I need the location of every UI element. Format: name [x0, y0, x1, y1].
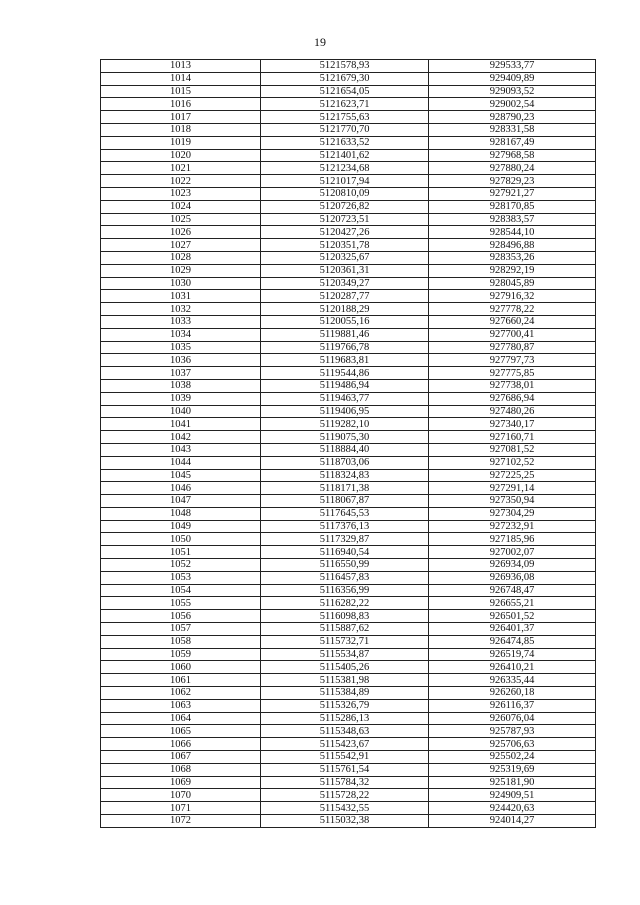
point-number-cell: 1062 — [101, 687, 261, 700]
point-number-cell: 1052 — [101, 559, 261, 572]
point-number-cell: 1033 — [101, 315, 261, 328]
x-coordinate-cell: 5119881,46 — [261, 328, 429, 341]
table-row — [101, 239, 596, 252]
table-row — [101, 571, 596, 584]
y-coordinate-cell: 927185,96 — [429, 533, 596, 546]
table-row — [101, 661, 596, 674]
y-coordinate-cell: 927916,32 — [429, 290, 596, 303]
y-coordinate-cell: 924014,27 — [429, 815, 596, 828]
y-coordinate-cell: 926474,85 — [429, 635, 596, 648]
x-coordinate-cell: 5119544,86 — [261, 367, 429, 380]
y-coordinate-cell: 927340,17 — [429, 418, 596, 431]
x-coordinate-cell: 5115784,32 — [261, 776, 429, 789]
point-number-cell: 1053 — [101, 571, 261, 584]
point-number-cell: 1034 — [101, 328, 261, 341]
x-coordinate-cell: 5115381,98 — [261, 674, 429, 687]
x-coordinate-cell: 5121654,05 — [261, 85, 429, 98]
table-row — [101, 392, 596, 405]
table-row — [101, 584, 596, 597]
y-coordinate-cell: 927160,71 — [429, 431, 596, 444]
x-coordinate-cell: 5115286,13 — [261, 712, 429, 725]
table-row — [101, 328, 596, 341]
point-number-cell: 1061 — [101, 674, 261, 687]
x-coordinate-cell: 5119683,81 — [261, 354, 429, 367]
point-number-cell: 1058 — [101, 635, 261, 648]
table-row — [101, 802, 596, 815]
y-coordinate-cell: 928544,10 — [429, 226, 596, 239]
table-row — [101, 533, 596, 546]
table-row — [101, 354, 596, 367]
table-row — [101, 687, 596, 700]
y-coordinate-cell: 928331,58 — [429, 123, 596, 136]
y-coordinate-cell: 929409,89 — [429, 72, 596, 85]
point-number-cell: 1041 — [101, 418, 261, 431]
point-number-cell: 1038 — [101, 379, 261, 392]
x-coordinate-cell: 5115728,22 — [261, 789, 429, 802]
point-number-cell: 1054 — [101, 584, 261, 597]
point-number-cell: 1015 — [101, 85, 261, 98]
point-number-cell: 1045 — [101, 469, 261, 482]
point-number-cell: 1069 — [101, 776, 261, 789]
table-row — [101, 85, 596, 98]
x-coordinate-cell: 5121017,94 — [261, 175, 429, 188]
table-row — [101, 315, 596, 328]
point-number-cell: 1016 — [101, 98, 261, 111]
table-row — [101, 738, 596, 751]
x-coordinate-cell: 5120325,67 — [261, 251, 429, 264]
x-coordinate-cell: 5116356,99 — [261, 584, 429, 597]
x-coordinate-cell: 5118324,83 — [261, 469, 429, 482]
x-coordinate-cell: 5115348,63 — [261, 725, 429, 738]
x-coordinate-cell: 5120723,51 — [261, 213, 429, 226]
point-number-cell: 1065 — [101, 725, 261, 738]
table-row — [101, 303, 596, 316]
page-number: 19 — [314, 35, 326, 49]
x-coordinate-cell: 5120427,26 — [261, 226, 429, 239]
x-coordinate-cell: 5115032,38 — [261, 815, 429, 828]
table-row — [101, 264, 596, 277]
x-coordinate-cell: 5119075,30 — [261, 431, 429, 444]
y-coordinate-cell: 926401,37 — [429, 623, 596, 636]
y-coordinate-cell: 926335,44 — [429, 674, 596, 687]
table-row — [101, 469, 596, 482]
x-coordinate-cell: 5121755,63 — [261, 111, 429, 124]
table-row — [101, 149, 596, 162]
table-row — [101, 251, 596, 264]
y-coordinate-cell: 929533,77 — [429, 60, 596, 73]
y-coordinate-cell: 926076,04 — [429, 712, 596, 725]
point-number-cell: 1035 — [101, 341, 261, 354]
table-row — [101, 187, 596, 200]
x-coordinate-cell: 5117376,13 — [261, 520, 429, 533]
x-coordinate-cell: 5120287,77 — [261, 290, 429, 303]
x-coordinate-cell: 5116282,22 — [261, 597, 429, 610]
point-number-cell: 1068 — [101, 763, 261, 776]
point-number-cell: 1060 — [101, 661, 261, 674]
x-coordinate-cell: 5120726,82 — [261, 200, 429, 213]
table-row — [101, 277, 596, 290]
x-coordinate-cell: 5115732,71 — [261, 635, 429, 648]
y-coordinate-cell: 925502,24 — [429, 751, 596, 764]
table-row — [101, 456, 596, 469]
table-row — [101, 725, 596, 738]
x-coordinate-cell: 5116940,54 — [261, 546, 429, 559]
y-coordinate-cell: 926748,47 — [429, 584, 596, 597]
table-row — [101, 111, 596, 124]
table-row — [101, 635, 596, 648]
point-number-cell: 1023 — [101, 187, 261, 200]
table-row — [101, 175, 596, 188]
x-coordinate-cell: 5118703,06 — [261, 456, 429, 469]
x-coordinate-cell: 5118884,40 — [261, 443, 429, 456]
point-number-cell: 1070 — [101, 789, 261, 802]
y-coordinate-cell: 924909,51 — [429, 789, 596, 802]
x-coordinate-cell: 5115326,79 — [261, 699, 429, 712]
point-number-cell: 1066 — [101, 738, 261, 751]
y-coordinate-cell: 928170,85 — [429, 200, 596, 213]
point-number-cell: 1043 — [101, 443, 261, 456]
table-row — [101, 559, 596, 572]
point-number-cell: 1024 — [101, 200, 261, 213]
x-coordinate-cell: 5115432,55 — [261, 802, 429, 815]
coordinates-table — [100, 59, 596, 828]
x-coordinate-cell: 5121679,30 — [261, 72, 429, 85]
y-coordinate-cell: 927225,25 — [429, 469, 596, 482]
y-coordinate-cell: 927081,52 — [429, 443, 596, 456]
y-coordinate-cell: 927304,29 — [429, 507, 596, 520]
table-row — [101, 200, 596, 213]
y-coordinate-cell: 928353,26 — [429, 251, 596, 264]
y-coordinate-cell: 926116,37 — [429, 699, 596, 712]
table-row — [101, 418, 596, 431]
table-row — [101, 763, 596, 776]
y-coordinate-cell: 927232,91 — [429, 520, 596, 533]
table-row — [101, 60, 596, 73]
table-row — [101, 546, 596, 559]
table-row — [101, 367, 596, 380]
point-number-cell: 1020 — [101, 149, 261, 162]
table-row — [101, 597, 596, 610]
x-coordinate-cell: 5115423,67 — [261, 738, 429, 751]
y-coordinate-cell: 926655,21 — [429, 597, 596, 610]
table-row — [101, 789, 596, 802]
x-coordinate-cell: 5117329,87 — [261, 533, 429, 546]
point-number-cell: 1055 — [101, 597, 261, 610]
table-row — [101, 213, 596, 226]
point-number-cell: 1037 — [101, 367, 261, 380]
x-coordinate-cell: 5121770,70 — [261, 123, 429, 136]
y-coordinate-cell: 926501,52 — [429, 610, 596, 623]
y-coordinate-cell: 925706,63 — [429, 738, 596, 751]
table-row — [101, 405, 596, 418]
point-number-cell: 1071 — [101, 802, 261, 815]
x-coordinate-cell: 5115384,89 — [261, 687, 429, 700]
table-row — [101, 776, 596, 789]
point-number-cell: 1021 — [101, 162, 261, 175]
point-number-cell: 1049 — [101, 520, 261, 533]
table-row — [101, 443, 596, 456]
y-coordinate-cell: 927775,85 — [429, 367, 596, 380]
point-number-cell: 1013 — [101, 60, 261, 73]
table-row — [101, 123, 596, 136]
point-number-cell: 1040 — [101, 405, 261, 418]
x-coordinate-cell: 5116550,99 — [261, 559, 429, 572]
y-coordinate-cell: 927480,26 — [429, 405, 596, 418]
coordinates-table-body — [101, 60, 596, 828]
point-number-cell: 1028 — [101, 251, 261, 264]
point-number-cell: 1067 — [101, 751, 261, 764]
y-coordinate-cell: 928167,49 — [429, 136, 596, 149]
y-coordinate-cell: 927291,14 — [429, 482, 596, 495]
point-number-cell: 1047 — [101, 495, 261, 508]
x-coordinate-cell: 5115534,87 — [261, 648, 429, 661]
point-number-cell: 1064 — [101, 712, 261, 725]
point-number-cell: 1048 — [101, 507, 261, 520]
x-coordinate-cell: 5115405,26 — [261, 661, 429, 674]
point-number-cell: 1050 — [101, 533, 261, 546]
point-number-cell: 1017 — [101, 111, 261, 124]
point-number-cell: 1056 — [101, 610, 261, 623]
y-coordinate-cell: 928790,23 — [429, 111, 596, 124]
y-coordinate-cell: 925787,93 — [429, 725, 596, 738]
x-coordinate-cell: 5115542,91 — [261, 751, 429, 764]
y-coordinate-cell: 929093,52 — [429, 85, 596, 98]
y-coordinate-cell: 925319,69 — [429, 763, 596, 776]
point-number-cell: 1027 — [101, 239, 261, 252]
x-coordinate-cell: 5115887,62 — [261, 623, 429, 636]
table-row — [101, 520, 596, 533]
x-coordinate-cell: 5115761,54 — [261, 763, 429, 776]
y-coordinate-cell: 927350,94 — [429, 495, 596, 508]
y-coordinate-cell: 927778,22 — [429, 303, 596, 316]
table-row — [101, 623, 596, 636]
table-row — [101, 507, 596, 520]
table-row — [101, 162, 596, 175]
x-coordinate-cell: 5117645,53 — [261, 507, 429, 520]
table-row — [101, 610, 596, 623]
x-coordinate-cell: 5121234,68 — [261, 162, 429, 175]
x-coordinate-cell: 5121623,71 — [261, 98, 429, 111]
point-number-cell: 1029 — [101, 264, 261, 277]
y-coordinate-cell: 927002,07 — [429, 546, 596, 559]
x-coordinate-cell: 5116457,83 — [261, 571, 429, 584]
table-row — [101, 674, 596, 687]
x-coordinate-cell: 5119463,77 — [261, 392, 429, 405]
x-coordinate-cell: 5120349,27 — [261, 277, 429, 290]
point-number-cell: 1031 — [101, 290, 261, 303]
x-coordinate-cell: 5121578,93 — [261, 60, 429, 73]
table-row — [101, 699, 596, 712]
table-row — [101, 712, 596, 725]
y-coordinate-cell: 927660,24 — [429, 315, 596, 328]
y-coordinate-cell: 928045,89 — [429, 277, 596, 290]
y-coordinate-cell: 927700,41 — [429, 328, 596, 341]
table-row — [101, 98, 596, 111]
y-coordinate-cell: 927968,58 — [429, 149, 596, 162]
point-number-cell: 1026 — [101, 226, 261, 239]
y-coordinate-cell: 924420,63 — [429, 802, 596, 815]
x-coordinate-cell: 5120055,16 — [261, 315, 429, 328]
x-coordinate-cell: 5119406,95 — [261, 405, 429, 418]
y-coordinate-cell: 927102,52 — [429, 456, 596, 469]
table-row — [101, 495, 596, 508]
table-row — [101, 482, 596, 495]
point-number-cell: 1059 — [101, 648, 261, 661]
table-row — [101, 226, 596, 239]
y-coordinate-cell: 927738,01 — [429, 379, 596, 392]
x-coordinate-cell: 5118171,38 — [261, 482, 429, 495]
x-coordinate-cell: 5121633,52 — [261, 136, 429, 149]
point-number-cell: 1018 — [101, 123, 261, 136]
table-row — [101, 648, 596, 661]
y-coordinate-cell: 927880,24 — [429, 162, 596, 175]
x-coordinate-cell: 5116098,83 — [261, 610, 429, 623]
x-coordinate-cell: 5120810,09 — [261, 187, 429, 200]
x-coordinate-cell: 5119766,78 — [261, 341, 429, 354]
y-coordinate-cell: 926260,18 — [429, 687, 596, 700]
x-coordinate-cell: 5121401,62 — [261, 149, 429, 162]
point-number-cell: 1022 — [101, 175, 261, 188]
point-number-cell: 1019 — [101, 136, 261, 149]
x-coordinate-cell: 5118067,87 — [261, 495, 429, 508]
y-coordinate-cell: 925181,90 — [429, 776, 596, 789]
x-coordinate-cell: 5120351,78 — [261, 239, 429, 252]
y-coordinate-cell: 927921,27 — [429, 187, 596, 200]
point-number-cell: 1025 — [101, 213, 261, 226]
x-coordinate-cell: 5119282,10 — [261, 418, 429, 431]
table-row — [101, 341, 596, 354]
table-row — [101, 815, 596, 828]
y-coordinate-cell: 928496,88 — [429, 239, 596, 252]
point-number-cell: 1036 — [101, 354, 261, 367]
point-number-cell: 1014 — [101, 72, 261, 85]
y-coordinate-cell: 927797,73 — [429, 354, 596, 367]
y-coordinate-cell: 926934,09 — [429, 559, 596, 572]
y-coordinate-cell: 926410,21 — [429, 661, 596, 674]
y-coordinate-cell: 927829,23 — [429, 175, 596, 188]
table-row — [101, 290, 596, 303]
y-coordinate-cell: 926519,74 — [429, 648, 596, 661]
point-number-cell: 1051 — [101, 546, 261, 559]
y-coordinate-cell: 927686,94 — [429, 392, 596, 405]
point-number-cell: 1046 — [101, 482, 261, 495]
x-coordinate-cell: 5120188,29 — [261, 303, 429, 316]
y-coordinate-cell: 927780,87 — [429, 341, 596, 354]
point-number-cell: 1039 — [101, 392, 261, 405]
y-coordinate-cell: 926936,08 — [429, 571, 596, 584]
y-coordinate-cell: 929002,54 — [429, 98, 596, 111]
table-row — [101, 379, 596, 392]
table-row — [101, 72, 596, 85]
table-row — [101, 431, 596, 444]
table-row — [101, 751, 596, 764]
point-number-cell: 1030 — [101, 277, 261, 290]
point-number-cell: 1042 — [101, 431, 261, 444]
point-number-cell: 1072 — [101, 815, 261, 828]
x-coordinate-cell: 5120361,31 — [261, 264, 429, 277]
point-number-cell: 1044 — [101, 456, 261, 469]
y-coordinate-cell: 928383,57 — [429, 213, 596, 226]
point-number-cell: 1057 — [101, 623, 261, 636]
table-row — [101, 136, 596, 149]
point-number-cell: 1063 — [101, 699, 261, 712]
y-coordinate-cell: 928292,19 — [429, 264, 596, 277]
point-number-cell: 1032 — [101, 303, 261, 316]
x-coordinate-cell: 5119486,94 — [261, 379, 429, 392]
